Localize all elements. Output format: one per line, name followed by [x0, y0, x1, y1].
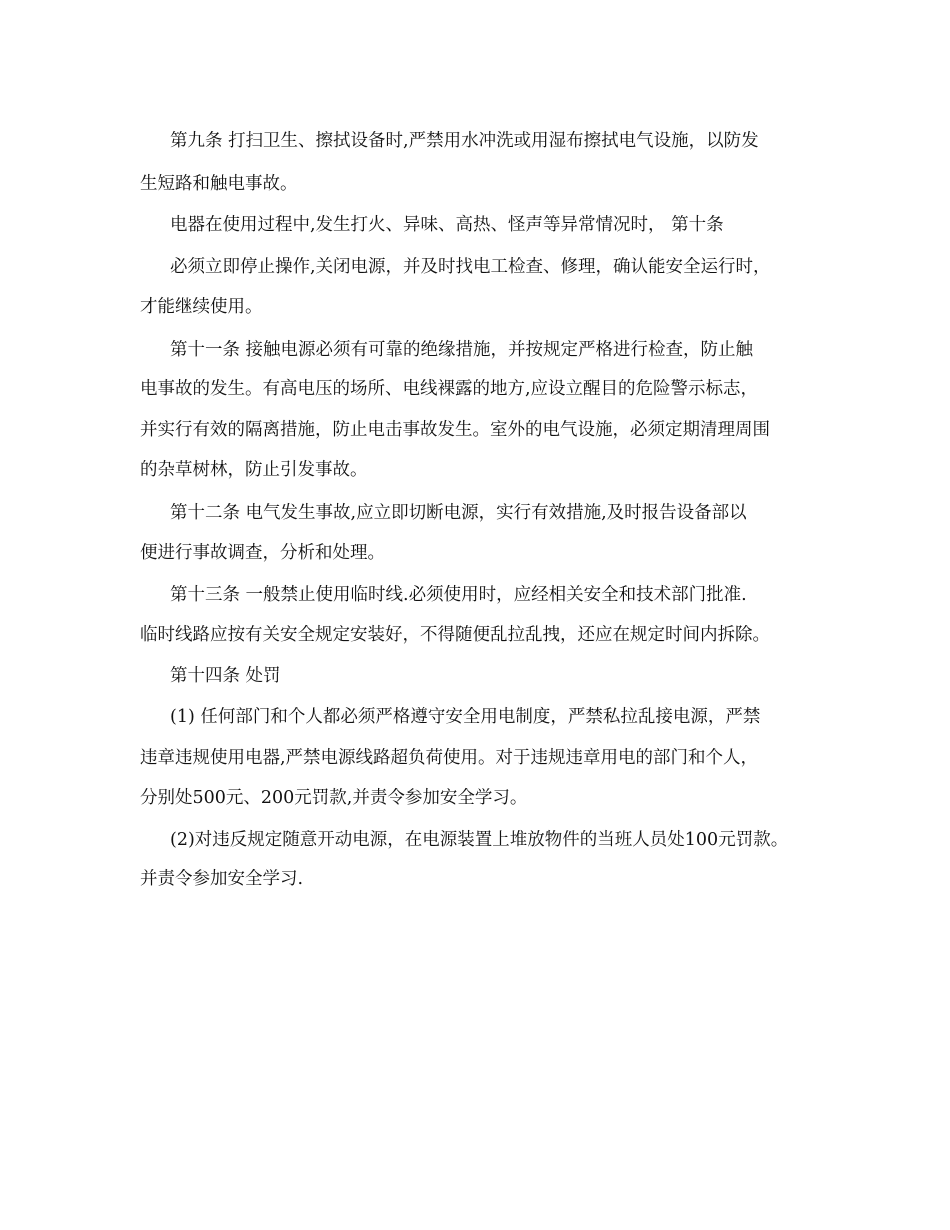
- penalty-1-line-3: 分别处500元、200元罚款,并责令参加安全学习。: [140, 788, 528, 808]
- article-12-line-2: 便进行事故调查，分析和处理。: [140, 543, 385, 563]
- article-13-line-1: 第十三条 一般禁止使用临时线.必须使用时，应经相关安全和技术部门批准.: [170, 585, 747, 605]
- article-11-line-2: 电事故的发生。有高电压的场所、电线裸露的地方,应设立醒目的危险警示标志，: [140, 379, 759, 399]
- article-11-line-4: 的杂草树林，防止引发事故。: [140, 460, 368, 480]
- article-12-line-1: 第十二条 电气发生事故,应立即切断电源，实行有效措施,及时报告设备部以: [170, 503, 747, 523]
- article-10-line-1: 电器在使用过程中,发生打火、异味、高热、怪声等异常情况时， 第十条: [170, 215, 724, 235]
- penalty-1-line-2: 违章违规使用电器,严禁电源线路超负荷使用。对于违规违章用电的部门和个人，: [140, 748, 759, 768]
- article-9-line-2: 生短路和触电事故。: [140, 174, 298, 194]
- article-10-line-3: 才能继续使用。: [140, 297, 263, 317]
- article-9-line-1: 第九条 打扫卫生、擦拭设备时,严禁用水冲洗或用湿布擦拭电气设施，以防发: [170, 131, 759, 151]
- penalty-2-line-2: 并责令参加安全学习.: [140, 869, 304, 889]
- article-13-line-2: 临时线路应按有关安全规定安装好，不得随便乱拉乱拽，还应在规定时间内拆除。: [140, 625, 770, 645]
- article-10-line-2: 必须立即停止操作,关闭电源，并及时找电工检查、修理，确认能安全运行时，: [170, 257, 771, 277]
- penalty-2-line-1: (2)对违反规定随意开动电源，在电源装置上堆放物件的当班人员处100元罚款。: [170, 830, 789, 850]
- article-14-heading: 第十四条 处罚: [170, 666, 281, 686]
- penalty-1-line-1: (1) 任何部门和个人都必须严格遵守安全用电制度，严禁私拉乱接电源，严禁: [170, 707, 761, 727]
- article-11-line-3: 并实行有效的隔离措施，防止电击事故发生。室外的电气设施，必须定期清理周围: [140, 420, 770, 440]
- article-11-line-1: 第十一条 接触电源必须有可靠的绝缘措施，并按规定严格进行检查，防止触: [170, 340, 754, 360]
